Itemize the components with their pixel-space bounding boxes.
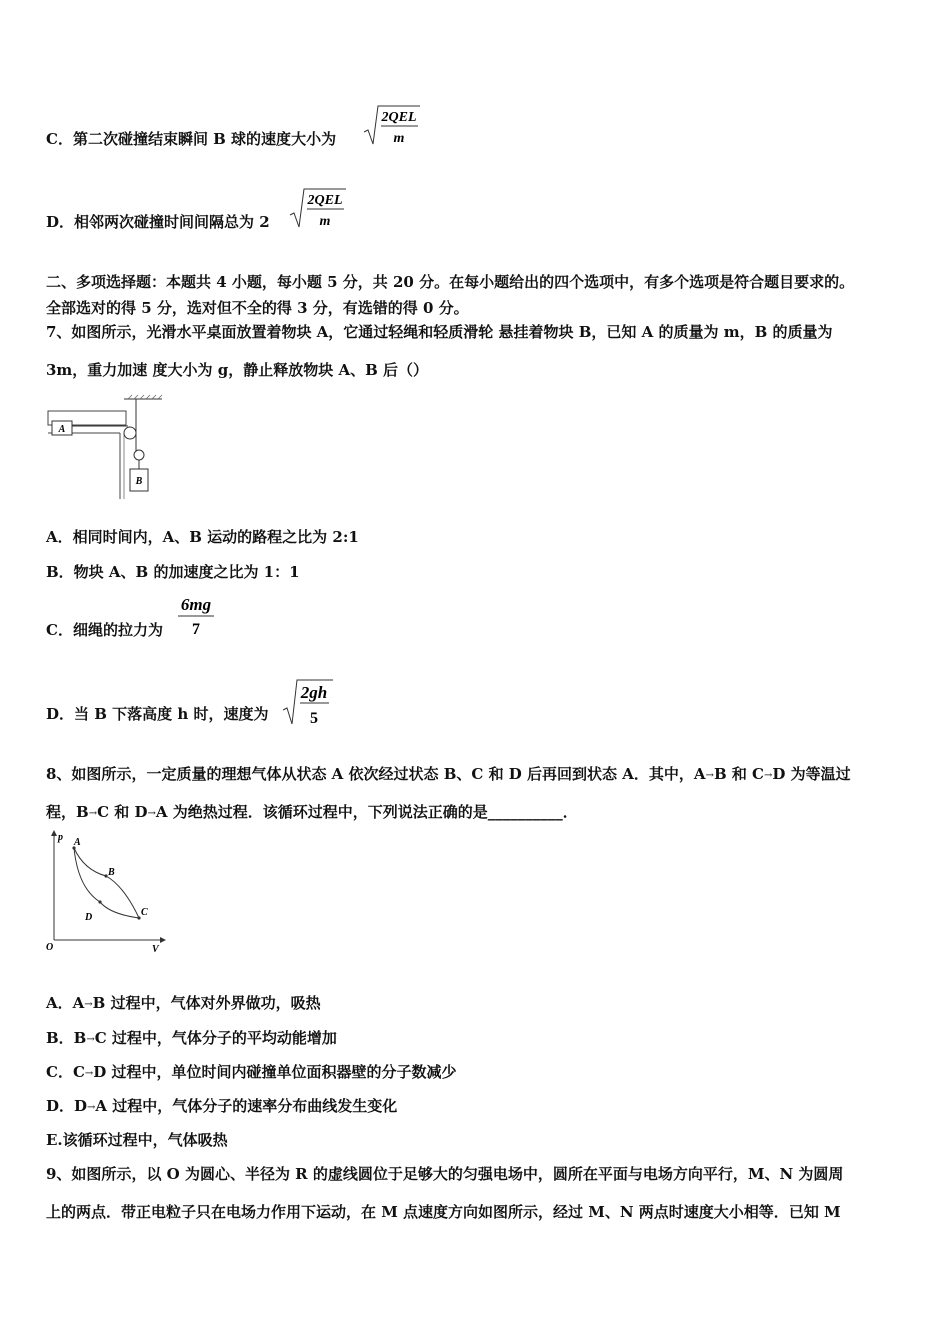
section2-line2: 全部选对的得 5 分，选对但不全的得 3 分，有选错的得 0 分。 [46, 299, 469, 317]
q8-option-b-text: C 过程中，气体分子的平均动能增加 [94, 1029, 337, 1047]
q8-stem2-part1: 程，B [46, 803, 89, 821]
q8-arrow: → [84, 1068, 94, 1079]
q7-option-c-fraction [176, 593, 222, 639]
q8-axis-p-label: p [58, 832, 63, 843]
q7-option-c-label: C．细绳的拉力为 [46, 621, 163, 639]
q8-option-c-prefix: C．C [46, 1063, 85, 1081]
q8-stem2-part2: C 和 D [97, 803, 148, 821]
q6-option-c-numerator: 2QEL [381, 110, 417, 125]
q7-pulley-figure [46, 393, 166, 501]
q7-option-d-numerator: 2gh [300, 683, 328, 702]
q8-stem-part2: B 和 C [713, 765, 764, 783]
q8-arrow: → [88, 808, 98, 819]
q7-option-d-label: D．当 B 下落高度 h 时，速度为 [46, 705, 269, 723]
q8-axis-v-label: V [152, 944, 159, 955]
q8-option-b-prefix: B．B [46, 1029, 87, 1047]
q6-option-c-label: C．第二次碰撞结束瞬间 B 球的速度大小为 [46, 130, 337, 148]
q8-point-a-label: A [74, 837, 81, 848]
q8-option-d [46, 1095, 397, 1116]
q7-block-b-label: B [135, 476, 143, 487]
q8-option-d-prefix: D．D [46, 1097, 88, 1115]
q6-option-d-sqrt [288, 187, 348, 231]
q8-option-b [46, 1027, 337, 1048]
q8-option-c [46, 1061, 457, 1082]
q6-option-c [46, 128, 336, 149]
q6-option-d [46, 211, 270, 232]
q7-option-c-numerator: 6mg [180, 595, 212, 614]
q8-origin-label: O [46, 942, 54, 953]
q7-option-d-denominator: 5 [310, 710, 318, 727]
q8-option-a-prefix: A．A [46, 994, 85, 1012]
q8-arrow: → [147, 808, 156, 819]
q7-option-d-sqrt [281, 678, 337, 730]
q8-option-d-text: A 过程中，气体分子的速率分布曲线发生变化 [95, 1097, 398, 1115]
q8-arrow: → [84, 999, 93, 1010]
q8-stem-part3: D 为等温过 [772, 765, 851, 783]
q6-option-d-denominator: m [319, 214, 331, 229]
q8-stem2-part3: A 为绝热过程．该循环过程中，下列说法正确的是__________． [155, 803, 578, 821]
q7-block-a-label: A [58, 424, 66, 435]
q7-option-d [46, 703, 268, 724]
q8-arrow: → [764, 770, 773, 781]
q8-option-a [46, 992, 321, 1013]
q8-stem-part1: 8、如图所示，一定质量的理想气体从状态 A 依次经过状态 B、C 和 D 后再回到状态 A．其中，A [46, 765, 706, 783]
q8-option-c-text: D 过程中，单位时间内碰撞单位面积器壁的分子数减少 [93, 1063, 457, 1081]
q7-stem-line2: 3m，重力加速 度大小为 g，静止释放物块 A、B 后（） [46, 361, 429, 379]
q8-arrow: → [705, 770, 714, 781]
q8-pv-diagram [44, 828, 168, 956]
q6-option-d-label: D．相邻两次碰撞时间间隔总为 2 [46, 213, 270, 231]
q8-point-b-label: B [108, 867, 115, 878]
q9-stem-line2: 上的两点．带正电粒子只在电场力作用下运动，在 M 点速度方向如图所示，经过 M、N 两点时速度大小相等．已知 M [46, 1203, 841, 1221]
q7-option-b: B．物块 A、B 的加速度之比为 1：1 [46, 563, 300, 581]
q7-option-c [46, 619, 163, 640]
q7-option-c-denominator: 7 [192, 621, 200, 638]
q6-option-d-numerator: 2QEL [307, 193, 343, 208]
q8-option-e: E.该循环过程中，气体吸热 [46, 1131, 228, 1149]
q7-option-a: A．相同时间内，A、B 运动的路程之比为 2:1 [46, 528, 359, 546]
q7-stem-line1: 7、如图所示，光滑水平桌面放置着物块 A，它通过轻绳和轻质滑轮 悬挂着物块 B，已知 A 的质量为 m，B 的质量为 [46, 323, 833, 341]
section2-line1: 二、多项选择题：本题共 4 小题，每小题 5 分，共 20 分。在每小题给出的四个选项中，有多个选项是符合题目要求的。 [46, 273, 855, 291]
q8-point-d-label: D [85, 912, 93, 923]
q6-option-c-sqrt [362, 104, 422, 148]
q8-arrow: → [86, 1034, 95, 1045]
q8-option-a-text: B 过程中，气体对外界做功，吸热 [92, 994, 321, 1012]
q8-stem-line2 [46, 801, 578, 822]
q8-point-c-label: C [141, 907, 148, 918]
q6-option-c-denominator: m [393, 131, 405, 146]
q8-arrow: → [87, 1102, 96, 1113]
q8-stem-line1 [46, 763, 851, 784]
q9-stem-line1: 9、如图所示，以 O 为圆心、半径为 R 的虚线圆位于足够大的匀强电场中，圆所在平面与电场方向平行，M、N 为圆周 [46, 1165, 844, 1183]
